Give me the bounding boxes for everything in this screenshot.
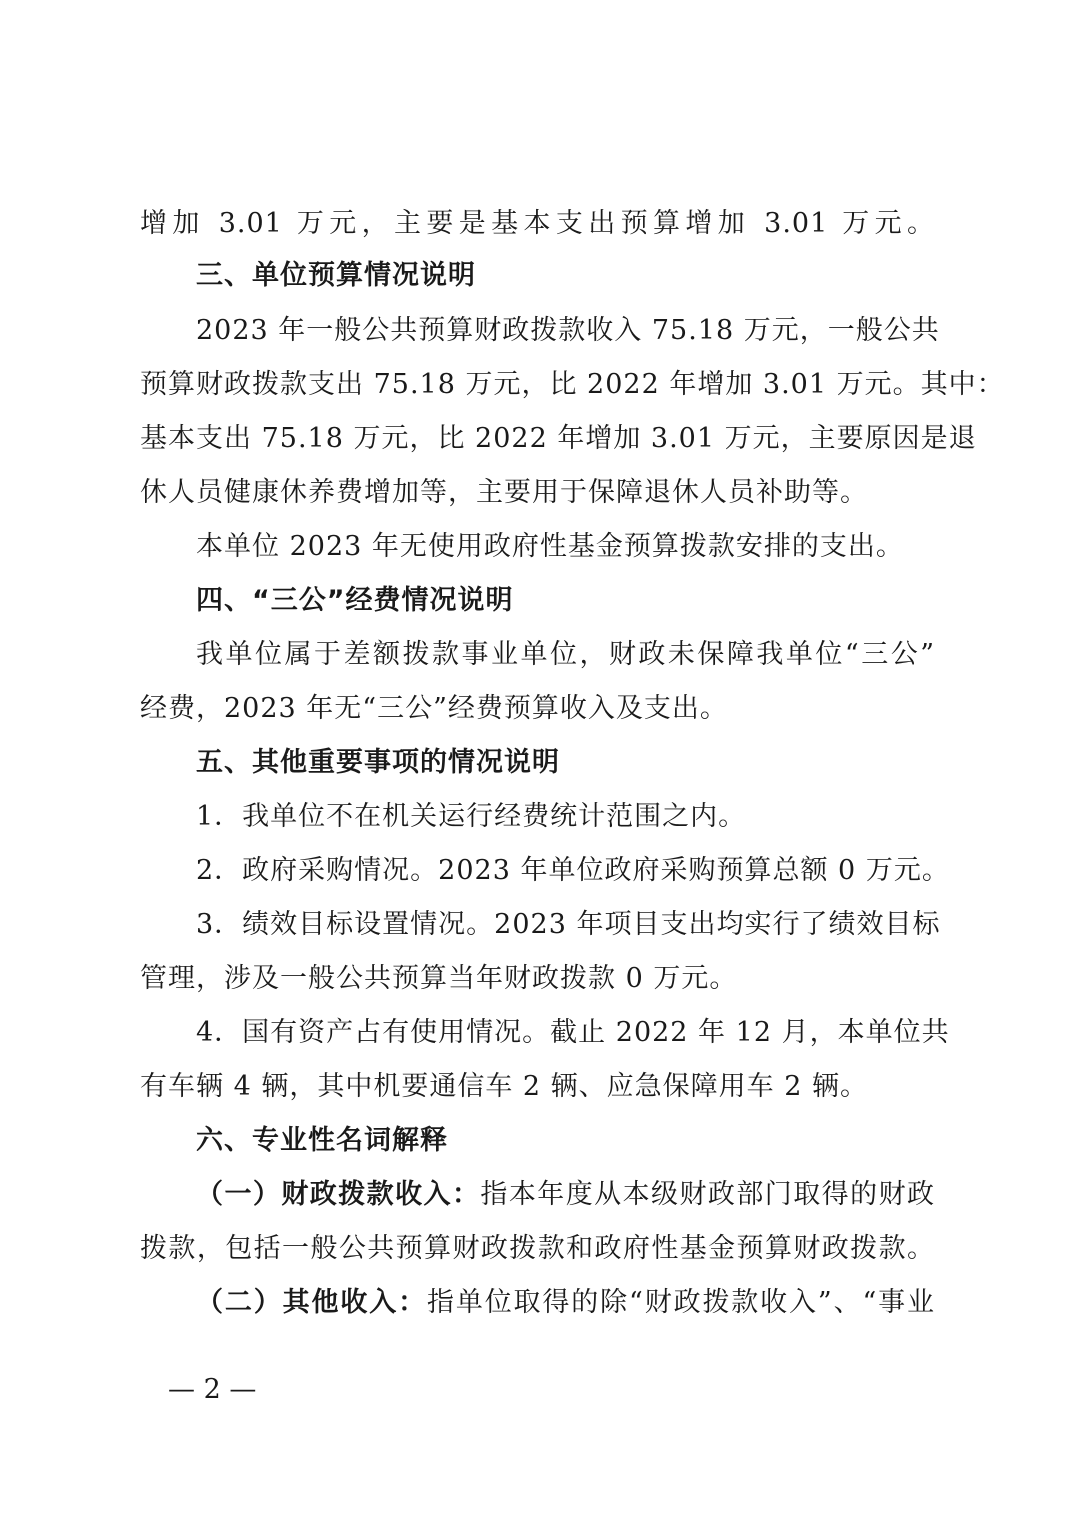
paragraph-line: 基本支出 75.18 万元，比 2022 年增加 3.01 万元，主要原因是退 <box>140 423 977 454</box>
section-heading-5: 五、其他重要事项的情况说明 <box>196 747 560 778</box>
paragraph-line: 2023 年一般公共预算财政拨款收入 75.18 万元，一般公共 <box>196 315 940 346</box>
definition-text: 指单位取得的除“财政拨款收入”、“事业 <box>426 1287 935 1318</box>
section-heading-6: 六、专业性名词解释 <box>196 1125 448 1156</box>
definition-term: （一）财政拨款收入： <box>196 1179 481 1210</box>
definition-term: （二）其他收入： <box>196 1287 427 1318</box>
section-heading-4: 四、“三公”经费情况说明 <box>196 585 514 616</box>
definition-line <box>196 1285 935 1321</box>
definition-line <box>196 1177 935 1213</box>
paragraph-line: 经费，2023 年无“三公”经费预算收入及支出。 <box>140 693 728 724</box>
paragraph-line: 休人员健康休养费增加等，主要用于保障退休人员补助等。 <box>140 477 868 508</box>
paragraph-line: 管理，涉及一般公共预算当年财政拨款 0 万元。 <box>140 963 738 994</box>
paragraph-line: 有车辆 4 辆，其中机要通信车 2 辆、应急保障用车 2 辆。 <box>140 1071 869 1102</box>
list-item: 4．国有资产占有使用情况。截止 2022 年 12 月，本单位共 <box>196 1017 950 1048</box>
paragraph-line: 拨款，包括一般公共预算财政拨款和政府性基金预算财政拨款。 <box>140 1233 935 1264</box>
paragraph-line: 预算财政拨款支出 75.18 万元，比 2022 年增加 3.01 万元。其中： <box>140 369 1005 400</box>
list-item: 1．我单位不在机关运行经费统计范围之内。 <box>196 801 747 832</box>
definition-text: 指本年度从本级财政部门取得的财政 <box>480 1179 936 1210</box>
list-item: 3．绩效目标设置情况。2023 年项目支出均实行了绩效目标 <box>196 909 941 940</box>
paragraph-line: 增加 3.01 万元，主要是基本支出预算增加 3.01 万元。 <box>140 208 935 239</box>
paragraph-line: 本单位 2023 年无使用政府性基金预算拨款安排的支出。 <box>196 531 904 562</box>
paragraph-line: 我单位属于差额拨款事业单位，财政未保障我单位“三公” <box>196 639 935 670</box>
page-number: — 2 — <box>168 1374 257 1405</box>
section-heading-3: 三、单位预算情况说明 <box>196 260 476 291</box>
list-item: 2．政府采购情况。2023 年单位政府采购预算总额 0 万元。 <box>196 855 950 886</box>
